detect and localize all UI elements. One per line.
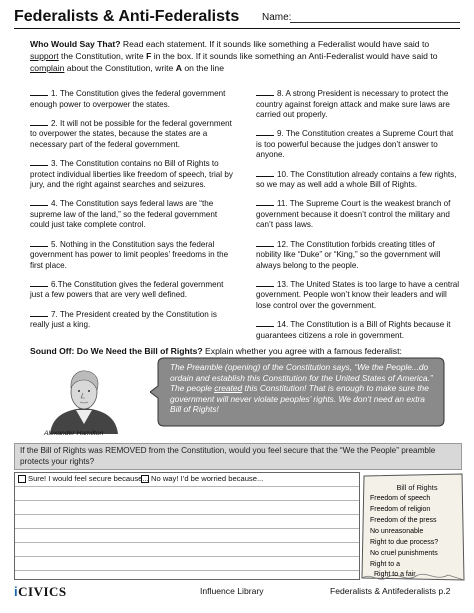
statement-12 — [256, 239, 461, 272]
answer-blank[interactable] — [30, 198, 48, 206]
statement-text: 14. The Constitution is a Bill of Rights because it guarantees citizens a role in government. — [256, 320, 451, 340]
quote-text: this Constitution! That is enough to make sure the government will never violate peoples’ rights. We don’t need an extra Bill of Rights! — [170, 383, 429, 415]
statement-11 — [256, 198, 461, 231]
sound-off — [30, 346, 460, 356]
answer-blank[interactable] — [30, 158, 48, 166]
answer-blank[interactable] — [30, 279, 48, 287]
statement-8 — [256, 88, 461, 121]
instructions-support: support — [30, 51, 59, 61]
instructions — [30, 38, 450, 74]
bor-item-2: Freedom of religion — [370, 506, 431, 513]
answer-blank[interactable] — [256, 239, 274, 247]
statement-10 — [256, 169, 461, 191]
statement-text: 10. The Constitution already contains a few rights, so we may as well add a whole Bill of Rights. — [256, 169, 457, 190]
statement-text: 8. A strong President is necessary to protect the country against foreign attack and make sure laws are carried out properly. — [256, 89, 450, 120]
answer-blank[interactable] — [256, 128, 274, 136]
option-no-way[interactable] — [141, 474, 263, 483]
statement-text: 12. The Constitution forbids creating titles of nobility like “Duke” or “King,” so the government will always belong to the people. — [256, 239, 441, 270]
option-sure[interactable] — [18, 474, 149, 483]
quote-created: created — [214, 383, 243, 394]
portrait-caption: Alexander Hamilton — [44, 430, 104, 437]
option-label: No way! I’d be worried because... — [151, 474, 264, 483]
bill-of-rights-title: Bill of Rights — [396, 483, 438, 492]
instructions-text: about the Constitution, write — [64, 63, 176, 73]
statements-right-column — [256, 88, 461, 349]
instructions-heading: Who Would Say That? — [30, 39, 121, 49]
bor-item-8: Right to a fair — [374, 571, 416, 578]
instructions-text: the Constitution, write — [58, 51, 147, 61]
statement-text: 11. The Supreme Court is the weakest branch of government because it doesn’t control the military and can’t pass laws. — [256, 199, 451, 230]
bor-item-1: Freedom of speech — [370, 495, 431, 502]
icivics-logo — [14, 584, 67, 600]
statement-text: 7. The President created by the Constitution is really just a king. — [30, 309, 217, 330]
name-field[interactable] — [290, 22, 460, 23]
bor-item-6: No cruel punishments — [370, 550, 438, 557]
hamilton-portrait — [30, 362, 138, 434]
footer-page: Federalists & Antifederalists p.2 — [330, 586, 451, 596]
bor-item-3: Freedom of the press — [370, 517, 437, 524]
statement-text: 13. The United States is too large to have a central government. People won’t know their leaders and will lose control over the government. — [256, 279, 460, 310]
statement-text: 1. The Constitution gives the federal government enough power to overpower the states. — [30, 89, 226, 109]
answer-blank[interactable] — [256, 198, 274, 206]
statement-2 — [30, 118, 235, 151]
statement-1 — [30, 88, 235, 110]
statement-13 — [256, 279, 461, 312]
answer-blank[interactable] — [256, 279, 274, 287]
instructions-text: Read each statement. If it sounds like something a Federalist would have said to — [120, 39, 430, 49]
answer-blank[interactable] — [30, 309, 48, 317]
statements-left-column — [30, 88, 235, 338]
statement-text: 4. The Constitution says federal laws are “the supreme law of the land,” so the federal government could just take complete control. — [30, 199, 218, 230]
name-label: Name: — [262, 12, 292, 23]
statement-7 — [30, 309, 235, 331]
answer-blank[interactable] — [30, 88, 48, 96]
title-rule — [14, 28, 460, 29]
statement-14 — [256, 319, 461, 341]
question-text: If the Bill of Rights was REMOVED from the Constitution, would you feel secure that the “We the People” preamble protects your rights? — [20, 446, 436, 466]
statement-text: 5. Nothing in the Constitution says the federal government has power to limit peoples’ freedoms in the first place. — [30, 239, 229, 270]
statement-text: 2. It will not be possible for the federal government to overpower the states, because the states are a necessary part of the federal government. — [30, 118, 232, 149]
statement-text: 9. The Constitution creates a Supreme Court that is too powerful because the judges don’t answer to anyone. — [256, 129, 454, 160]
answer-lines[interactable] — [14, 472, 360, 580]
hamilton-quote — [170, 362, 436, 415]
page-title: Federalists & Anti-Federalists — [14, 8, 240, 25]
answer-blank[interactable] — [256, 169, 274, 177]
instructions-text: on the line — [181, 63, 224, 73]
checkbox[interactable] — [141, 475, 149, 483]
footer-library: Influence Library — [200, 586, 264, 596]
sound-off-text: Explain whether you agree with a famous federalist: — [202, 346, 402, 356]
answer-blank[interactable] — [256, 319, 274, 327]
answer-blank[interactable] — [30, 118, 48, 126]
sound-off-heading: Sound Off: Do We Need the Bill of Rights? — [30, 346, 203, 356]
statement-text: 6.The Constitution gives the federal government just a few powers that are very well defined. — [30, 279, 224, 300]
answer-blank[interactable] — [30, 239, 48, 247]
bor-item-7: Right to a — [370, 561, 400, 568]
answer-blank[interactable] — [256, 88, 274, 96]
logo-i: i — [14, 584, 19, 599]
logo-text: CIVICS — [18, 584, 67, 599]
quote-text: The Preamble (opening) of the Constitution says, “We the People...do ordain and establish this Constitution for the United States of America.” The people — [170, 362, 433, 394]
checkbox[interactable] — [18, 475, 26, 483]
bor-item-4: No unreasonable — [370, 528, 424, 535]
bor-item-5: Right to due process? — [370, 539, 439, 546]
instructions-complain: complain — [30, 63, 65, 73]
statement-6 — [30, 279, 235, 301]
letter-f: F — [146, 51, 152, 61]
statement-5 — [30, 239, 235, 272]
option-label: Sure! I would feel secure because... — [28, 474, 149, 483]
statement-text: 3. The Constitution contains no Bill of Rights to protect individual liberties like freedom of speech, trial by jury, and the right against searches and seizures. — [30, 158, 233, 190]
letter-a: A — [175, 63, 182, 73]
statement-9 — [256, 128, 461, 161]
statement-4 — [30, 198, 235, 231]
instructions-text: in the box. If it sounds like something an Anti-Federalist would have said to — [151, 51, 438, 61]
statement-3 — [30, 158, 235, 191]
